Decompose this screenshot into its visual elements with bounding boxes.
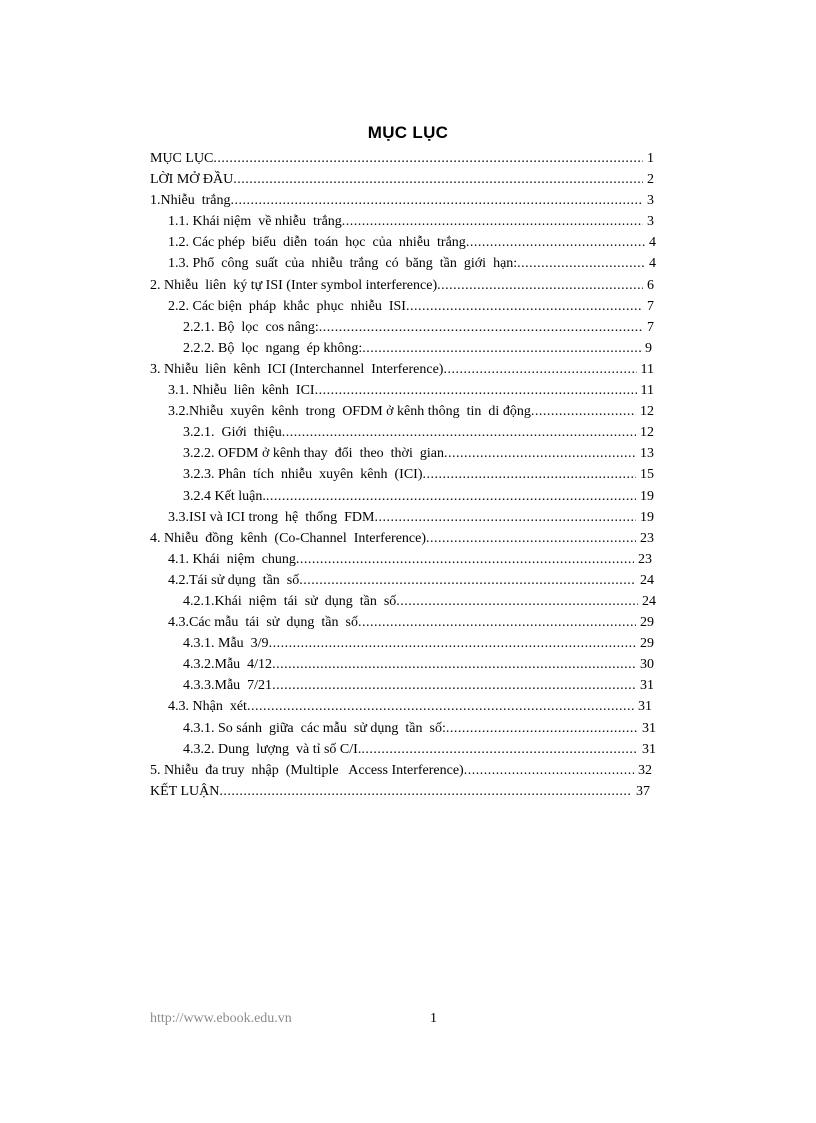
- dot-leader: [266, 486, 636, 507]
- toc-entry[interactable]: [150, 148, 654, 169]
- toc-entry[interactable]: [168, 549, 652, 570]
- toc-entry-page-number: 11: [640, 361, 654, 377]
- toc-entry-label: 3.2.Nhiễu xuyên kênh trong OFDM ở kênh thông tin di động: [168, 404, 531, 420]
- toc-entry-label: MỤC LỤC: [150, 151, 214, 166]
- dot-leader: [517, 253, 645, 274]
- toc-entry-page-number: 2: [647, 172, 654, 188]
- toc-entry-page-number: 6: [647, 277, 654, 293]
- toc-entry[interactable]: [150, 528, 654, 549]
- toc-entry-page-number: 12: [640, 404, 654, 420]
- toc-row: [150, 338, 660, 359]
- toc-row: [150, 612, 660, 633]
- toc-entry[interactable]: [168, 296, 654, 317]
- toc-entry-label: 5. Nhiễu đa truy nhập (Multiple Access Interference): [150, 762, 464, 778]
- toc-row: [150, 486, 660, 507]
- toc-entry[interactable]: [168, 570, 654, 591]
- toc-entry-label: 4. Nhiễu đồng kênh (Co-Channel Interference): [150, 530, 427, 546]
- toc-entry-label: 3. Nhiễu liên kênh ICI (Interchannel Interference): [150, 361, 444, 377]
- dot-leader: [219, 781, 632, 802]
- dot-leader: [423, 464, 636, 485]
- toc-row: [150, 296, 660, 317]
- toc-entry[interactable]: [183, 486, 654, 507]
- toc-row: [150, 190, 660, 211]
- toc-entry-label: 4.3.2. Dung lượng và tỉ số C/I.: [183, 741, 362, 757]
- toc-entry-label: 3.2.1. Giới thiệu: [183, 425, 282, 441]
- dot-leader: [315, 380, 637, 401]
- dot-leader: [282, 422, 636, 443]
- toc-row: [150, 317, 660, 338]
- toc-entry-page-number: 11: [640, 383, 654, 399]
- dot-leader: [362, 338, 641, 359]
- dot-leader: [272, 675, 636, 696]
- dot-leader: [437, 275, 643, 296]
- toc-entry-page-number: 31: [640, 678, 654, 694]
- toc-entry-page-number: 30: [640, 657, 654, 673]
- dot-leader: [247, 696, 634, 717]
- toc-entry[interactable]: [183, 591, 656, 612]
- toc-entry[interactable]: [183, 464, 654, 485]
- toc-entry-label: 3.3.ISI và ICI trong hệ thống FDM: [168, 509, 375, 525]
- toc-row: [150, 654, 660, 675]
- toc-entry-page-number: 19: [640, 488, 654, 504]
- toc-entry[interactable]: [150, 169, 654, 190]
- toc-row: [150, 507, 660, 528]
- toc-entry-page-number: 23: [640, 530, 654, 546]
- toc-row: [150, 211, 660, 232]
- toc-row: [150, 380, 660, 401]
- toc-entry[interactable]: [183, 675, 654, 696]
- dot-leader: [396, 591, 638, 612]
- toc-entry-page-number: 24: [642, 593, 656, 609]
- toc-entry[interactable]: [150, 275, 654, 296]
- toc-entry[interactable]: [183, 739, 656, 760]
- toc-entry-label: 3.2.3. Phân tích nhiễu xuyên kênh (ICI): [183, 467, 423, 483]
- toc-row: [150, 591, 660, 612]
- toc-entry-page-number: 32: [638, 762, 652, 778]
- toc-entry-label: 3.1. Nhiễu liên kênh ICI: [168, 383, 315, 399]
- page-title: MỤC LỤC: [367, 123, 449, 142]
- toc-entry-label: 1.3. Phổ công suất của nhiễu trắng có băng tần giới hạn:: [168, 256, 518, 272]
- toc-entry-page-number: 24: [640, 572, 654, 588]
- toc-entry-page-number: 4: [649, 256, 656, 272]
- toc-entry-page-number: 15: [640, 467, 654, 483]
- toc-entry[interactable]: [183, 422, 654, 443]
- dot-leader: [299, 570, 636, 591]
- toc-entry-label: 3.2.2. OFDM ở kênh thay đổi theo thời gian: [183, 446, 444, 462]
- dot-leader: [446, 718, 638, 739]
- toc-row: [150, 633, 660, 654]
- toc-entry[interactable]: [168, 696, 652, 717]
- dot-leader: [426, 528, 636, 549]
- toc-entry-label: KẾT LUẬN: [150, 783, 220, 799]
- dot-leader: [342, 211, 643, 232]
- toc-row: [150, 422, 660, 443]
- toc-entry[interactable]: [168, 253, 656, 274]
- toc-row: [150, 549, 660, 570]
- toc-entry-label: 4.3.2.Mẫu 4/12: [183, 657, 273, 673]
- toc-entry[interactable]: [168, 401, 654, 422]
- toc-entry[interactable]: [183, 338, 652, 359]
- toc-entry-page-number: 31: [642, 741, 656, 757]
- toc-entry-label: 2.2.1. Bộ lọc cos nâng:: [183, 319, 319, 335]
- toc-entry-page-number: 1: [647, 151, 654, 166]
- toc-entry[interactable]: [150, 359, 654, 380]
- toc-entry[interactable]: [168, 232, 656, 253]
- toc-entry[interactable]: [183, 654, 654, 675]
- toc-entry[interactable]: [168, 211, 654, 232]
- toc-entry-page-number: 7: [647, 298, 654, 314]
- toc-entry-label: 4.3.1. Mẫu 3/9: [183, 636, 269, 652]
- toc-entry-page-number: 3: [647, 193, 654, 209]
- toc-entry-page-number: 13: [640, 446, 654, 462]
- toc-row: [150, 781, 660, 802]
- toc-entry-page-number: 23: [638, 551, 652, 567]
- footer-page-number: 1: [430, 1011, 437, 1026]
- toc-entry-label: 1.1. Khái niệm về nhiễu trắng: [168, 214, 342, 230]
- toc-row: [150, 359, 660, 380]
- dot-leader: [269, 633, 636, 654]
- toc-entry[interactable]: [150, 190, 654, 211]
- toc-row: [150, 232, 660, 253]
- dot-leader: [361, 739, 638, 760]
- dot-leader: [466, 232, 645, 253]
- toc-entry-page-number: 12: [640, 425, 654, 441]
- toc-entry-label: 2. Nhiễu liên ký tự ISI (Inter symbol interference): [150, 277, 438, 293]
- dot-leader: [233, 169, 643, 190]
- dot-leader: [272, 654, 636, 675]
- toc-entry-label: 4.3.Các mẫu tái sử dụng tần số: [168, 615, 358, 631]
- toc-row: [150, 148, 660, 169]
- toc-entry-page-number: 29: [640, 636, 654, 652]
- dot-leader: [444, 443, 636, 464]
- toc-entry[interactable]: [168, 612, 654, 633]
- dot-leader: [319, 317, 643, 338]
- dot-leader: [230, 190, 643, 211]
- toc-entry-page-number: 19: [640, 509, 654, 525]
- toc-entry[interactable]: [150, 781, 650, 802]
- toc-entry-label: 4.3.3.Mẫu 7/21: [183, 678, 273, 694]
- toc-entry[interactable]: [183, 633, 654, 654]
- toc-entry-label: 4.3.1. So sánh giữa các mẫu sử dụng tần số:: [183, 720, 446, 736]
- toc-row: [150, 275, 660, 296]
- toc-entry-label: 2.2. Các biện pháp khắc phục nhiễu ISI: [168, 298, 406, 314]
- toc-row: [150, 760, 660, 781]
- toc-entry-page-number: 29: [640, 615, 654, 631]
- dot-leader: [443, 359, 636, 380]
- toc-entry[interactable]: [183, 443, 654, 464]
- toc-entry-label: 4.2.1.Khái niệm tái sử dụng tần số: [183, 593, 397, 609]
- toc-entry-label: LỜI MỞ ĐẦU: [150, 172, 234, 188]
- toc-entry-label: 4.3. Nhận xét: [168, 699, 247, 715]
- toc-entry[interactable]: [183, 317, 654, 338]
- toc-entry-page-number: 4: [649, 235, 656, 251]
- toc-row: [150, 401, 660, 422]
- dot-leader: [464, 760, 634, 781]
- toc-entry-page-number: 7: [647, 319, 654, 335]
- toc-entry-label: 3.2.4 Kết luận.: [183, 488, 266, 504]
- toc-row: [150, 696, 660, 717]
- toc-row: [150, 253, 660, 274]
- dot-leader: [406, 296, 643, 317]
- dot-leader: [375, 507, 637, 528]
- toc-entry-page-number: 9: [645, 340, 652, 356]
- dot-leader: [213, 148, 643, 169]
- toc-entry[interactable]: [168, 380, 654, 401]
- toc-entry[interactable]: [183, 718, 656, 739]
- toc-entry-label: 2.2.2. Bộ lọc ngang ép không:: [183, 340, 363, 356]
- toc-entry-page-number: 3: [647, 214, 654, 230]
- toc-entry-label: 1.2. Các phép biểu diễn toán học của nhiễu trắng: [168, 235, 466, 251]
- toc-entry-page-number: 31: [642, 720, 656, 736]
- toc-entry-page-number: 37: [636, 783, 650, 799]
- toc-entry-label: 4.2.Tái sử dụng tần số: [168, 572, 300, 588]
- table-of-contents: [150, 148, 660, 802]
- dot-leader: [358, 612, 636, 633]
- toc-row: [150, 570, 660, 591]
- toc-row: [150, 443, 660, 464]
- toc-row: [150, 718, 660, 739]
- toc-row: [150, 675, 660, 696]
- toc-entry-label: 1.Nhiễu trắng: [150, 193, 231, 209]
- toc-entry[interactable]: [168, 507, 654, 528]
- dot-leader: [531, 401, 636, 422]
- toc-row: [150, 464, 660, 485]
- toc-entry-label: 4.1. Khái niệm chung: [168, 551, 296, 567]
- toc-row: [150, 528, 660, 549]
- toc-entry[interactable]: [150, 760, 652, 781]
- footer-url[interactable]: http://www.ebook.edu.vn: [150, 1011, 292, 1026]
- toc-entry-page-number: 31: [638, 699, 652, 715]
- dot-leader: [296, 549, 634, 570]
- toc-row: [150, 169, 660, 190]
- toc-row: [150, 739, 660, 760]
